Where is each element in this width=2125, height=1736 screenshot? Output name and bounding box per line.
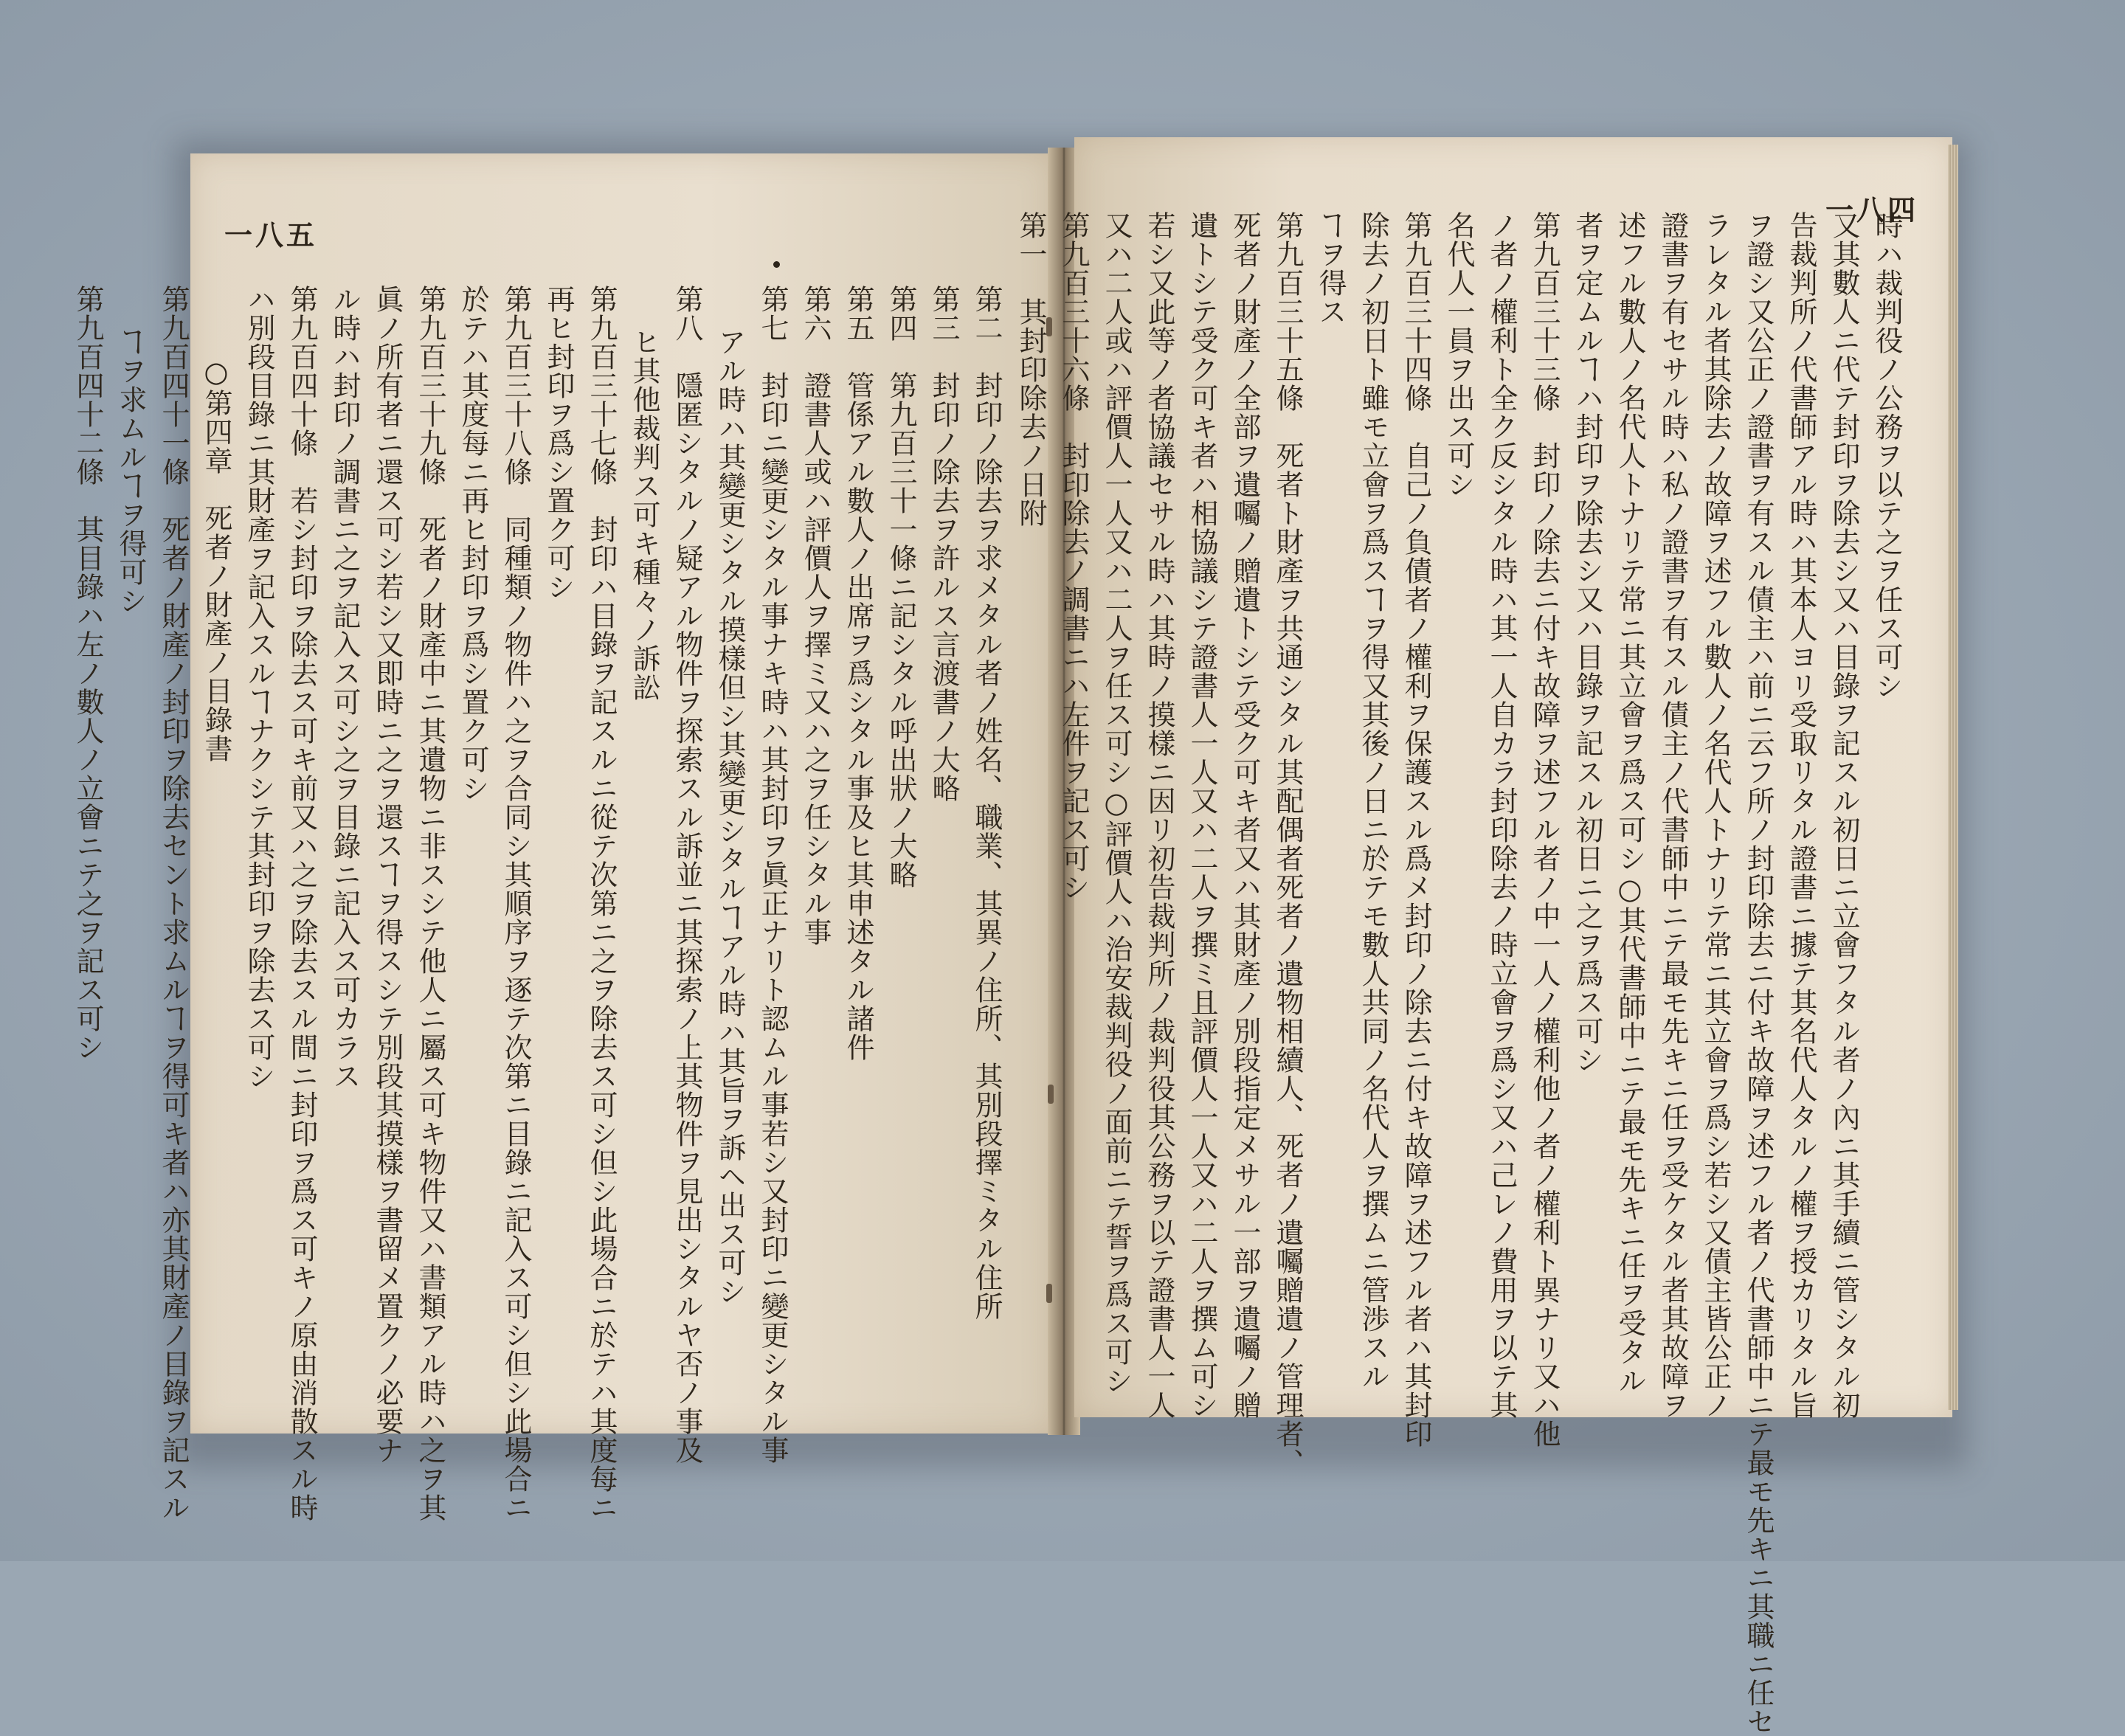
text-line: 遺トシテ受ク可キ者ハ相協議シテ證書人一人又ハ二人ヲ撰ミ且評價人一人又ハ二人ヲ撰ム可シ — [1186, 211, 1218, 1419]
text-line: ラレタル者其除去ノ故障ヲ述フル數人ノ名代人トナリテ常ニ其立會ヲ爲シ若シ又債主皆公正ノ — [1699, 211, 1732, 1419]
text-line: ヿヲ得ス — [1314, 211, 1347, 326]
text-line: 第九百四十條 若シ封印ヲ除去ス可キ前又ハ之ヲ除去スル間ニ封印ヲ爲ス可キノ原由消散スル時 — [286, 285, 318, 1522]
text-line: 再ヒ封印ヲ爲シ置ク可シ — [542, 285, 575, 601]
left-page-text — [72, 285, 1008, 1522]
text-line: 第九百四十一條 死者ノ財產ノ封印ヲ除去セント求ムルヿヲ得可キ者ハ亦其財產ノ目錄ヲ記スル — [157, 285, 190, 1522]
text-line: 第九百三十四條 自己ノ負債者ノ權利ヲ保護スル爲メ封印ノ除去ニ付キ故障ヲ述フル者ハ其封印 — [1400, 211, 1432, 1448]
text-line: 第九百四十二條 其目錄ハ左ノ數人ノ立會ニテ之ヲ記ス可シ — [72, 285, 104, 1062]
text-line: 第九百三十五條 死者ト財產ヲ共通シタル其配偶者死者ノ遺物相續人、死者ノ遺囑贈遺ノ管理者、 — [1271, 211, 1304, 1477]
text-line: 第九百三十三條 封印ノ除去ニ付キ故障ヲ述フル者ノ中一人ノ權利他ノ者ノ權利ト異ナリ又ハ他 — [1528, 211, 1561, 1448]
text-line: 第九百三十九條 死者ノ財產中ニ其遺物ニ非スシテ他人ニ屬ス可キ物件又ハ書類アル時ハ之ヲ其 — [414, 285, 446, 1522]
text-line: ル時ハ封印ノ調書ニ之ヲ記入ス可シ之ヲ目錄ニ記入ス可カラス — [328, 285, 361, 1090]
page-edges — [1948, 145, 1958, 1410]
page-number-right: 一八四 — [1825, 193, 1918, 226]
text-line: ヲ證シ又公正ノ證書ヲ有スル債主ハ前ニ云フ所ノ封印除去ニ付キ故障ヲ述フル者ノ代書師中ニテ最モ先キニ其職ニ任セ — [1742, 211, 1775, 1736]
text-line: 於テハ其度每ニ再ヒ封印ヲ爲シ置ク可シ — [457, 285, 489, 803]
text-line: 第九百三十六條 封印除去ノ調書ニハ左件ヲ記ス可シ — [1057, 211, 1090, 902]
ink-dot — [773, 261, 780, 268]
text-line: 第六 證書人或ハ評價人ヲ擇ミ又ハ之ヲ任シタル事 — [799, 285, 832, 947]
right-page — [1015, 137, 1952, 1736]
text-line: 眞ノ所有者ニ還ス可シ若シ又即時ニ之ヲ還スヿヲ得スシテ別段其摸樣ヲ書留メ置クノ必要ナ — [371, 285, 404, 1464]
text-line: 第二 封印ノ除去ヲ求メタル者ノ姓名、職業、其異ノ住所、其別段擇ミタル住所 — [970, 285, 1003, 1321]
text-line: ハ別段目錄ニ其財產ヲ記入スルヿナクシテ其封印ヲ除去ス可シ — [243, 285, 275, 1090]
text-line: 名代人一員ヲ出ス可シ — [1442, 211, 1475, 499]
text-line: 證書ヲ有セサル時ハ私ノ證書ヲ有スル債主ノ代書師中ニテ最モ先キニ任ヲ受ケタル者其故障ヲ — [1656, 211, 1689, 1419]
text-line: ヿヲ求ムルヿヲ得可シ — [114, 328, 147, 615]
text-line: ヒ其他裁判ス可キ種々ノ訴訟 — [628, 328, 660, 702]
text-line: 第九百三十八條 同種類ノ物件ハ之ヲ合同シ其順序ヲ逐テ次第ニ目錄ニ記入ス可シ但シ此場合ニ — [500, 285, 532, 1522]
right-page-text — [1015, 211, 1908, 1736]
text-line: ノ者ノ權利ト全ク反シタル時ハ其一人自カラ封印除去ノ時立會ヲ爲シ又ハ己レノ費用ヲ以テ其 — [1485, 211, 1518, 1419]
text-line: 第一 其封印除去ノ日附 — [1015, 211, 1047, 528]
text-line: 又其數人ニ代テ封印ヲ除去シ又ハ目錄ヲ記スル初日ニ立會フタル者ノ內ニ其手續ニ管シタル初 — [1828, 211, 1860, 1419]
text-line: 者ヲ定ムルヿハ封印ヲ除去シ又ハ目錄ヲ記スル初日ニ之ヲ爲ス可シ — [1571, 211, 1603, 1074]
text-line: 時ハ裁判役ノ公務ヲ以テ之ヲ任ス可シ — [1870, 211, 1903, 700]
left-page — [72, 153, 1052, 1522]
text-line: 第九百三十七條 封印ハ目錄ヲ記スルニ從テ次第ニ之ヲ除去ス可シ但シ此場合ニ於テハ其度每ニ — [585, 285, 618, 1522]
text-line: 述フル數人ノ名代人トナリテ常ニ其立會ヲ爲ス可シ○其代書師中ニテ最モ先キニ任ヲ受タル — [1614, 211, 1646, 1395]
chapter-heading: ○第四章 死者ノ財產ノ目錄書 — [200, 356, 232, 763]
text-line: 死者ノ財產ノ全部ヲ遺囑ノ贈遺トシテ受ク可キ者又ハ其財產ノ別段指定メサル一部ヲ遺囑ノ贈 — [1229, 211, 1261, 1419]
page-number-left: 一八五 — [224, 218, 318, 252]
text-line: 又ハ二人或ハ評價人一人又ハ二人ヲ任ス可シ○評價人ハ治安裁判役ノ面前ニテ誓ヲ爲ス可シ — [1100, 211, 1133, 1395]
text-line: 第七 封印ニ變更シタル事ナキ時ハ其封印ヲ眞正ナリト認ムル事若シ又封印ニ變更シタル事 — [756, 285, 789, 1464]
text-line: 第八 隱匿シタルノ疑アル物件ヲ探索スル訴並ニ其探索ノ上其物件ヲ見出シタルヤ否ノ事及 — [671, 285, 703, 1464]
text-line: 第三 封印ノ除去ヲ許ルス言渡書ノ大略 — [927, 285, 960, 803]
text-line: 若シ又此等ノ者協議セサル時ハ其時ノ摸樣ニ因リ初告裁判所ノ裁判役其公務ヲ以テ證書人一人 — [1143, 211, 1175, 1419]
text-line: 第五 管係アル數人ノ出席ヲ爲シタル事及ヒ其申述タル諸件 — [842, 285, 874, 1062]
text-line: 第四 第九百三十一條ニ記シタル呼出狀ノ大略 — [885, 285, 917, 889]
text-line: アル時ハ其變更シタル摸樣但シ其變更シタルヿアル時ハ其旨ヲ訴ヘ出ス可シ — [713, 328, 746, 1306]
text-line: 除去ノ初日ト雖モ立會ヲ爲スヿヲ得又其後ノ日ニ於テモ數人共同ノ名代人ヲ撰ムニ管渉スル — [1357, 211, 1389, 1391]
text-line: 告裁判所ノ代書師アル時ハ其本人ヨリ受取リタル證書ニ據テ其名代人タルノ權ヲ授カリタル旨 — [1785, 211, 1817, 1419]
